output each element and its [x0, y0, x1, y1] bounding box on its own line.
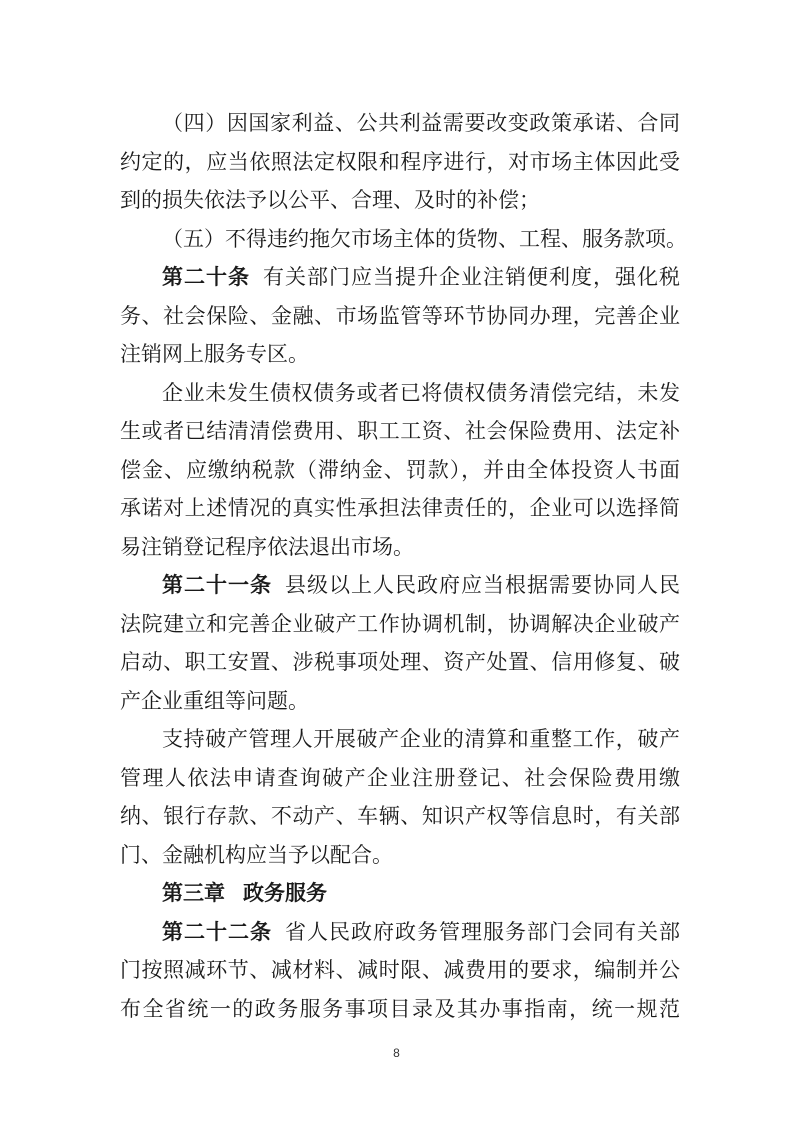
article-20-text-1: 有关部门应当提升企业注销便利度，强化税: [262, 265, 680, 289]
article-22-line-2: 门按照减环节、减材料、减时限、减费用的要求，编制并公: [120, 958, 680, 982]
bankruptcy-admin-line-2: 管理人依法申请查询破产企业注册登记、社会保险费用缴: [120, 766, 680, 790]
simple-dereg-line-5: 易注销登记程序依法退出市场。: [120, 535, 414, 559]
article-20-heading: 第二十条: [162, 265, 250, 289]
page-number: 8: [393, 1046, 400, 1060]
para-4-line-1: （四）因国家利益、公共利益需要改变政策承诺、合同: [162, 111, 680, 135]
simple-dereg-line-2: 生或者已结清清偿费用、职工工资、社会保险费用、法定补: [120, 419, 680, 443]
simple-dereg-line-4: 承诺对上述情况的真实性承担法律责任的，企业可以选择简: [120, 496, 680, 520]
article-22-heading: 第二十二条: [162, 920, 272, 944]
para-5-line-1: （五）不得违约拖欠市场主体的货物、工程、服务款项。: [162, 227, 687, 251]
article-21-line-1: [162, 570, 680, 600]
article-20-line-2: 务、社会保险、金融、市场监管等环节协同办理，完善企业: [120, 304, 680, 328]
chapter-3-title: 政务服务: [243, 881, 327, 905]
article-20-line-1: [162, 262, 680, 292]
article-21-line-4: 产企业重组等问题。: [120, 689, 309, 713]
chapter-3-number: 第三章: [162, 881, 225, 905]
bankruptcy-admin-line-4: 门、金融机构应当予以配合。: [120, 843, 393, 867]
bankruptcy-admin-line-1: 支持破产管理人开展破产企业的清算和重整工作，破产: [162, 727, 680, 751]
article-21-line-2: 法院建立和完善企业破产工作协调机制，协调解决企业破产: [120, 612, 680, 636]
article-22-line-1: [162, 917, 680, 947]
article-20-line-3: 注销网上服务专区。: [120, 342, 309, 366]
chapter-3-heading: [162, 878, 680, 908]
article-21-heading: 第二十一条: [162, 573, 272, 597]
para-4-line-2: 约定的，应当依照法定权限和程序进行，对市场主体因此受: [120, 150, 680, 174]
bankruptcy-admin-line-3: 纳、银行存款、不动产、车辆、知识产权等信息时，有关部: [120, 804, 680, 828]
article-22-line-3: 布全省统一的政务服务事项目录及其办事指南，统一规范: [120, 997, 680, 1021]
simple-dereg-line-3: 偿金、应缴纳税款（滞纳金、罚款），并由全体投资人书面: [120, 458, 680, 482]
para-4-line-3: 到的损失依法予以公平、合理、及时的补偿；: [120, 188, 540, 212]
article-22-text-1: 省人民政府政务管理服务部门会同有关部: [284, 920, 680, 944]
simple-dereg-line-1: 企业未发生债权债务或者已将债权债务清偿完结，未发: [162, 381, 680, 405]
article-21-line-3: 启动、职工安置、涉税事项处理、资产处置、信用修复、破: [120, 650, 680, 674]
article-21-text-1: 县级以上人民政府应当根据需要协同人民: [284, 573, 680, 597]
